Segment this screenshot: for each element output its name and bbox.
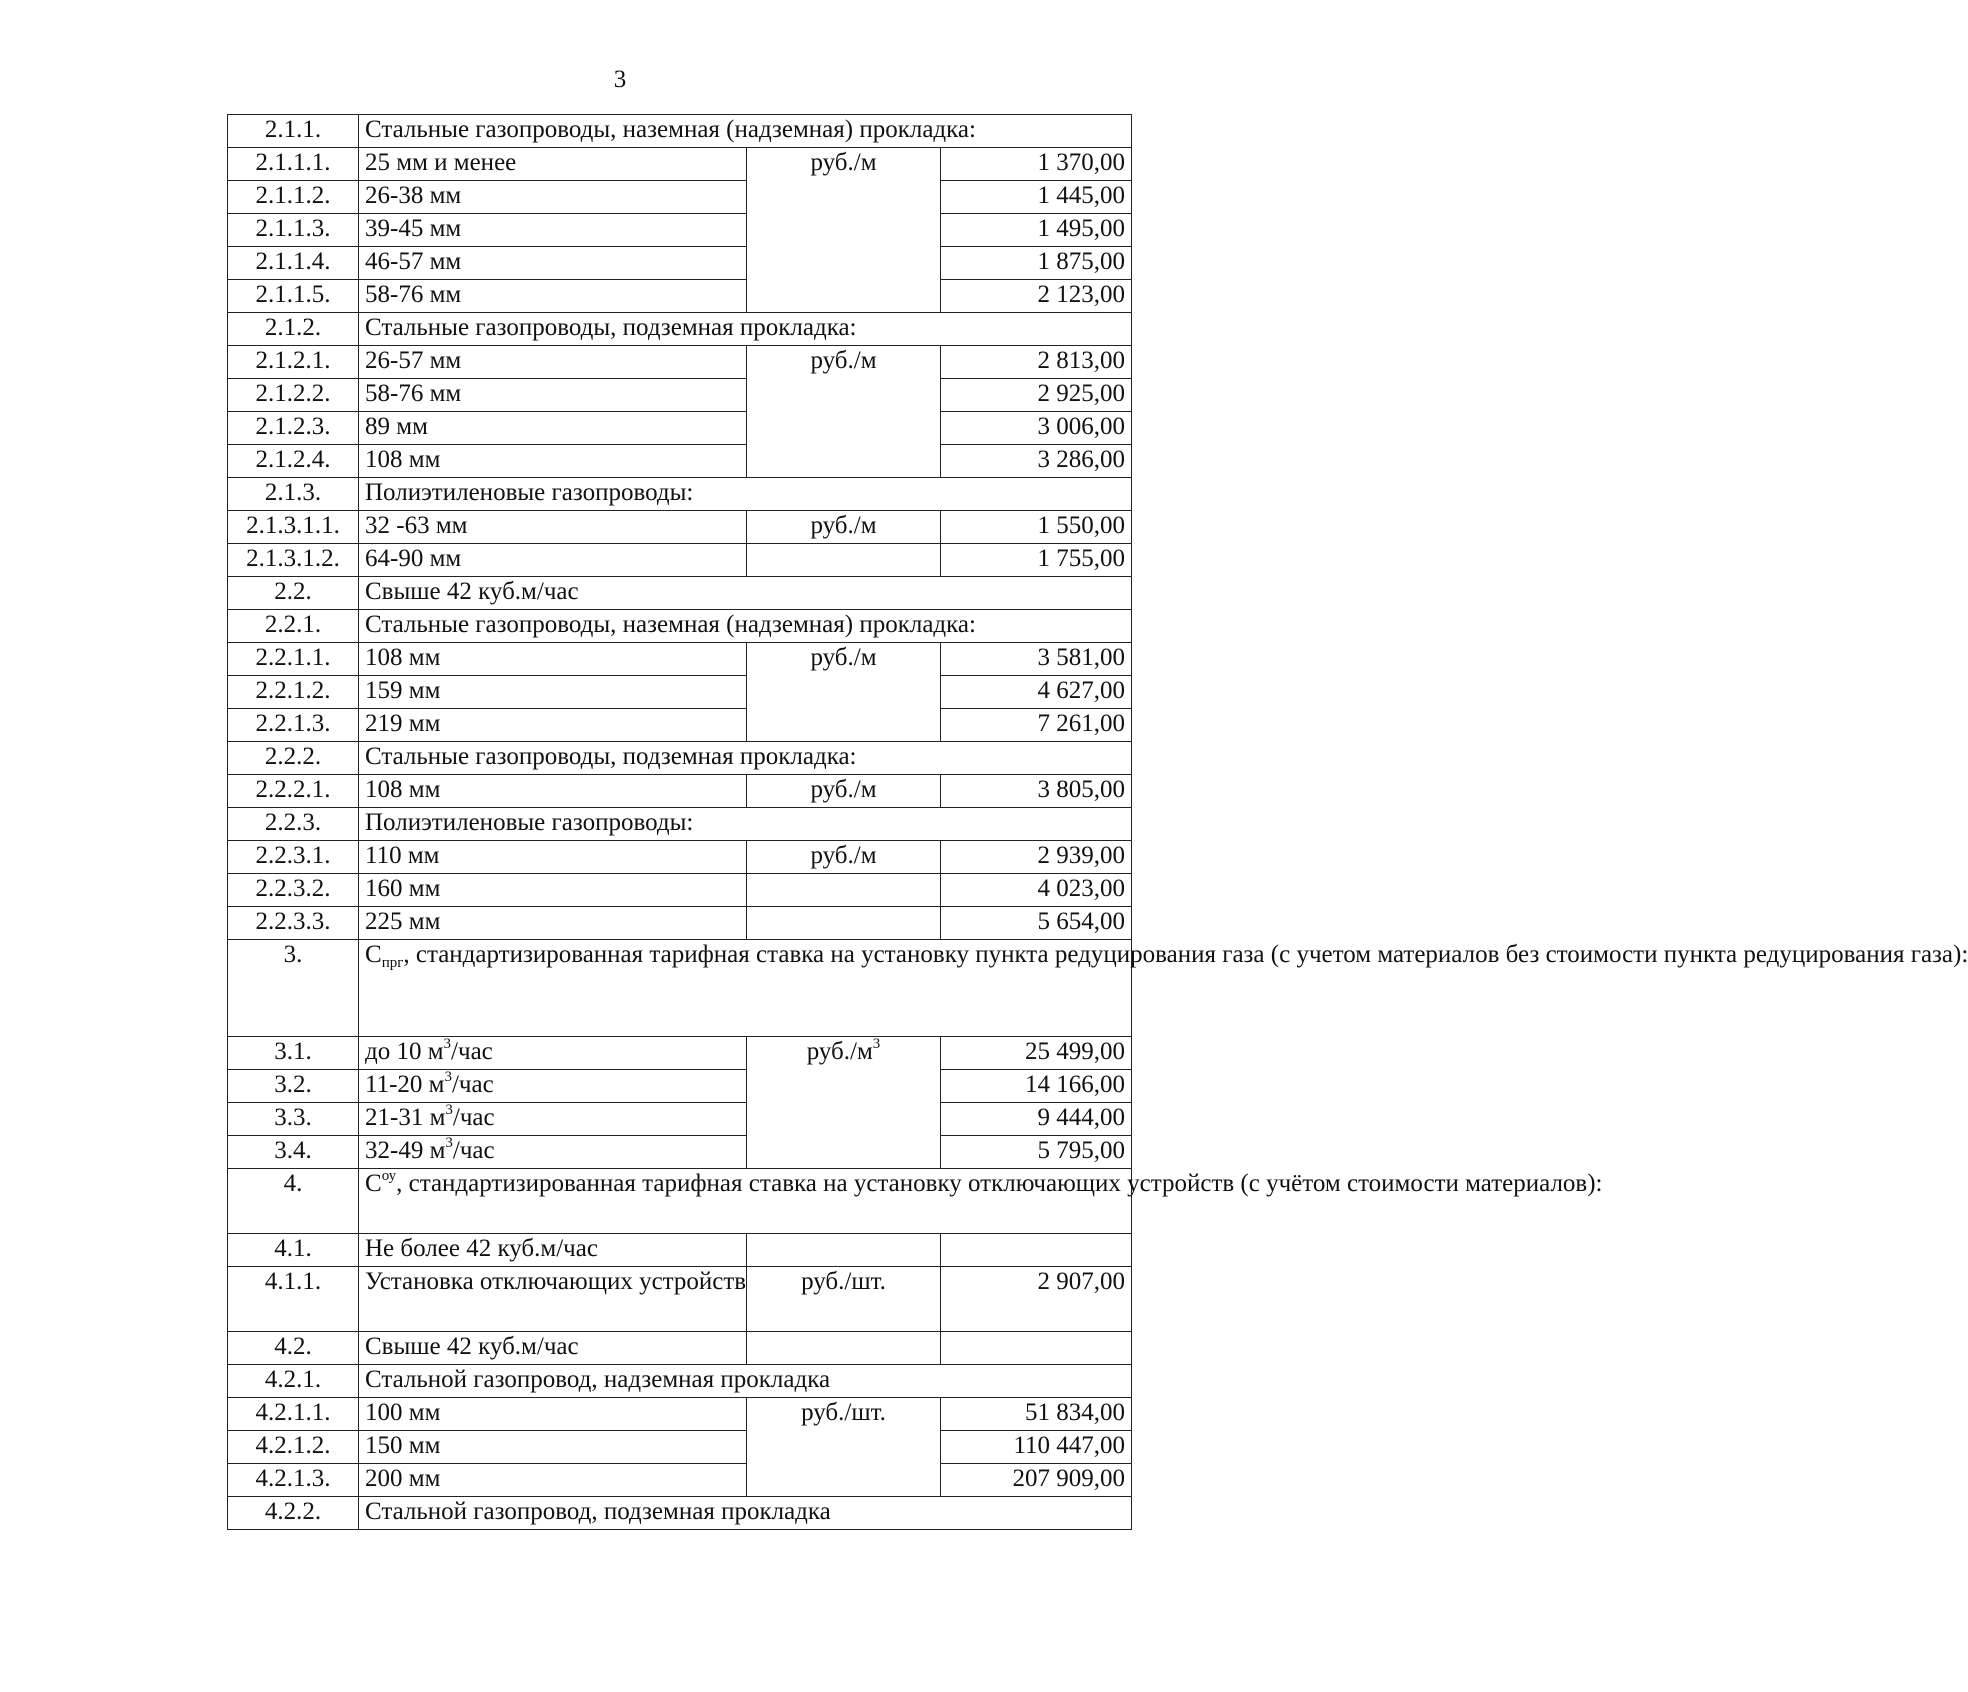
section-title: Свыше 42 куб.м/час xyxy=(359,577,1132,610)
row-code: 2.1.3.1.2. xyxy=(228,544,359,577)
unit-cell-empty xyxy=(747,907,941,940)
row-rate: 110 447,00 xyxy=(941,1431,1132,1464)
row-code: 4.1. xyxy=(228,1234,359,1267)
row-code: 2.2.2. xyxy=(228,742,359,775)
symbol: C xyxy=(365,941,382,968)
row-rate: 1 495,00 xyxy=(941,214,1132,247)
row-name: 159 мм xyxy=(359,676,747,709)
row-code: 2.1.1.2. xyxy=(228,181,359,214)
row-code: 2.2.1. xyxy=(228,610,359,643)
row-rate: 1 550,00 xyxy=(941,511,1132,544)
row-name: 21-31 $м^3$/час xyxy=(359,1103,747,1136)
row-code: 2.1.1.5. xyxy=(228,280,359,313)
table-row-section xyxy=(228,313,1132,346)
table-row xyxy=(228,1431,1132,1464)
table-row xyxy=(228,280,1132,313)
row-rate: 2 939,00 xyxy=(941,841,1132,874)
row-name: 58-76 мм xyxy=(359,280,747,313)
rate-cell-empty xyxy=(941,1234,1132,1267)
row-name: 160 мм xyxy=(359,874,747,907)
unit-cell-empty xyxy=(747,1332,941,1365)
unit-cell: руб./м xyxy=(747,643,941,742)
row-code: 2.1.1.1. xyxy=(228,148,359,181)
row-code: 2.1.2.4. xyxy=(228,445,359,478)
row-name: 64-90 мм xyxy=(359,544,747,577)
table-row xyxy=(228,412,1132,445)
row-rate: 51 834,00 xyxy=(941,1398,1132,1431)
row-code: 3.1. xyxy=(228,1037,359,1070)
row-code: 2.2.3. xyxy=(228,808,359,841)
row-rate: 2 813,00 xyxy=(941,346,1132,379)
table-row xyxy=(228,1037,1132,1070)
row-name: 110 мм xyxy=(359,841,747,874)
table-row-section xyxy=(228,742,1132,775)
table-row xyxy=(228,148,1132,181)
row-name: 100 мм xyxy=(359,1398,747,1431)
row-name: 26-57 мм xyxy=(359,346,747,379)
row-name: 25 мм и менее xyxy=(359,148,747,181)
section-title: Стальные газопроводы, наземная (надземная) прокладка: xyxy=(359,610,1132,643)
table-row-section xyxy=(228,1169,1132,1234)
row-code: 2.1.1. xyxy=(228,115,359,148)
section-title-text: , стандартизированная тарифная ставка на установку отключающих устройств (с учётом стоимости материалов): xyxy=(396,1170,1603,1197)
row-rate: 1 445,00 xyxy=(941,181,1132,214)
row-code: 4.2.2. xyxy=(228,1497,359,1530)
row-name: 46-57 мм xyxy=(359,247,747,280)
row-code: 2.1.2.3. xyxy=(228,412,359,445)
row-name: 108 мм xyxy=(359,643,747,676)
table-row xyxy=(228,907,1132,940)
row-rate: 4 023,00 xyxy=(941,874,1132,907)
row-code: 4.1.1. xyxy=(228,1267,359,1332)
table-row-section xyxy=(228,1497,1132,1530)
row-name: 108 мм xyxy=(359,445,747,478)
table-row xyxy=(228,1267,1132,1332)
table-row xyxy=(228,874,1132,907)
section-title: Стальной газопровод, подземная прокладка xyxy=(359,1497,1132,1530)
row-name: 32 -63 мм xyxy=(359,511,747,544)
row-code: 3.3. xyxy=(228,1103,359,1136)
table-row-section xyxy=(228,577,1132,610)
row-code: 3.2. xyxy=(228,1070,359,1103)
row-rate: 3 581,00 xyxy=(941,643,1132,676)
section-title: Полиэтиленовые газопроводы: xyxy=(359,808,1132,841)
row-code: 2.1.3. xyxy=(228,478,359,511)
row-code: 2.2.3.2. xyxy=(228,874,359,907)
row-name: 225 мм xyxy=(359,907,747,940)
row-code: 3. xyxy=(228,940,359,1037)
row-rate: 3 286,00 xyxy=(941,445,1132,478)
table-row xyxy=(228,841,1132,874)
symbol: C xyxy=(365,1170,382,1197)
unit-cell: руб./м xyxy=(747,511,941,544)
row-name: 58-76 мм xyxy=(359,379,747,412)
row-rate: 5 654,00 xyxy=(941,907,1132,940)
row-code: 2.1.1.4. xyxy=(228,247,359,280)
row-rate: 3 805,00 xyxy=(941,775,1132,808)
row-code: 4.2. xyxy=(228,1332,359,1365)
unit-cell: руб./м xyxy=(747,775,941,808)
row-code: 4.2.1.2. xyxy=(228,1431,359,1464)
row-name: 108 мм xyxy=(359,775,747,808)
unit-cell: руб./шт. xyxy=(747,1398,941,1497)
table-row xyxy=(228,1398,1132,1431)
unit-cell: руб./м xyxy=(747,346,941,478)
section-title: Полиэтиленовые газопроводы: xyxy=(359,478,1132,511)
section-title-text: , стандартизированная тарифная ставка на установку пункта редуцирования газа (с учетом материалов без стоимости пункта редуцирования газа): xyxy=(403,941,1968,968)
row-code: 2.2.3.1. xyxy=(228,841,359,874)
row-name: 89 мм xyxy=(359,412,747,445)
table-row xyxy=(228,511,1132,544)
table-row xyxy=(228,1103,1132,1136)
row-rate: 9 444,00 xyxy=(941,1103,1132,1136)
unit-cell-empty xyxy=(747,874,941,907)
table-row xyxy=(228,1332,1132,1365)
row-rate: 5 795,00 xyxy=(941,1136,1132,1169)
table-row-section xyxy=(228,940,1132,1037)
table-row xyxy=(228,379,1132,412)
row-name: 26-38 мм xyxy=(359,181,747,214)
row-code: 4.2.1.1. xyxy=(228,1398,359,1431)
row-code: 2.2.2.1. xyxy=(228,775,359,808)
row-name: 150 мм xyxy=(359,1431,747,1464)
row-code: 2.1.2.2. xyxy=(228,379,359,412)
row-rate: 4 627,00 xyxy=(941,676,1132,709)
row-name: Не более 42 куб.м/час xyxy=(359,1234,747,1267)
table-row-section xyxy=(228,808,1132,841)
table-row xyxy=(228,544,1132,577)
section-title: Стальные газопроводы, подземная прокладка: xyxy=(359,313,1132,346)
table-row xyxy=(228,181,1132,214)
table-row-section xyxy=(228,1365,1132,1398)
row-rate: 1 370,00 xyxy=(941,148,1132,181)
symbol-superscript: оу xyxy=(381,1168,397,1184)
row-name: Свыше 42 куб.м/час xyxy=(359,1332,747,1365)
row-rate: 207 909,00 xyxy=(941,1464,1132,1497)
page-number: 3 xyxy=(613,66,627,93)
unit-cell-empty xyxy=(747,1234,941,1267)
unit-cell-empty xyxy=(747,544,941,577)
row-rate: 2 123,00 xyxy=(941,280,1132,313)
table-row xyxy=(228,643,1132,676)
table-row xyxy=(228,1464,1132,1497)
unit-cell: $руб./м^3$ xyxy=(747,1037,941,1169)
row-name: 200 мм xyxy=(359,1464,747,1497)
row-code: 2.1.1.3. xyxy=(228,214,359,247)
section-title: Стальные газопроводы, подземная прокладка: xyxy=(359,742,1132,775)
row-rate: 7 261,00 xyxy=(941,709,1132,742)
table-row xyxy=(228,346,1132,379)
table-row xyxy=(228,775,1132,808)
row-code: 2.2.3.3. xyxy=(228,907,359,940)
table-row xyxy=(228,247,1132,280)
unit-cell: руб./м xyxy=(747,841,941,874)
row-name: до 10 $м^3$/час xyxy=(359,1037,747,1070)
row-rate: 3 006,00 xyxy=(941,412,1132,445)
tariff-table xyxy=(227,114,1968,1530)
row-name: 39-45 мм xyxy=(359,214,747,247)
row-rate: 2 925,00 xyxy=(941,379,1132,412)
section-title: Стальные газопроводы, наземная (надземная) прокладка: xyxy=(359,115,1132,148)
table-row xyxy=(228,214,1132,247)
section-title xyxy=(359,1168,1603,1234)
row-rate: 2 907,00 xyxy=(941,1267,1132,1332)
table-row xyxy=(228,445,1132,478)
row-name: 11-20 $м^3$/час xyxy=(359,1070,747,1103)
row-code: 4. xyxy=(228,1169,359,1234)
table-row xyxy=(228,1070,1132,1103)
table-row-section xyxy=(228,115,1132,148)
row-code: 2.2.1.1. xyxy=(228,643,359,676)
row-name: 219 мм xyxy=(359,709,747,742)
row-rate: 1 755,00 xyxy=(941,544,1132,577)
table-row-section xyxy=(228,610,1132,643)
row-code: 2.2.1.3. xyxy=(228,709,359,742)
row-name: Установка отключающих устройств xyxy=(359,1267,747,1332)
unit-cell: руб./м xyxy=(747,148,941,313)
rate-cell-empty xyxy=(941,1332,1132,1365)
section-title: Стальной газопровод, надземная прокладка xyxy=(359,1365,1132,1398)
row-code: 2.1.2. xyxy=(228,313,359,346)
symbol-subscript: прг xyxy=(381,955,404,971)
table-row xyxy=(228,709,1132,742)
unit-cell: руб./шт. xyxy=(747,1267,941,1332)
table-row xyxy=(228,1234,1132,1267)
table-row xyxy=(228,676,1132,709)
row-rate: 1 875,00 xyxy=(941,247,1132,280)
row-name: 32-49 $м^3$/час xyxy=(359,1136,747,1169)
row-code: 4.2.1. xyxy=(228,1365,359,1398)
table-row-section xyxy=(228,478,1132,511)
row-rate: 14 166,00 xyxy=(941,1070,1132,1103)
row-code: 2.1.3.1.1. xyxy=(228,511,359,544)
row-code: 2.1.2.1. xyxy=(228,346,359,379)
section-title xyxy=(359,940,1968,1037)
row-rate: 25 499,00 xyxy=(941,1037,1132,1070)
row-code: 4.2.1.3. xyxy=(228,1464,359,1497)
table-row xyxy=(228,1136,1132,1169)
row-code: 3.4. xyxy=(228,1136,359,1169)
row-code: 2.2.1.2. xyxy=(228,676,359,709)
row-code: 2.2. xyxy=(228,577,359,610)
